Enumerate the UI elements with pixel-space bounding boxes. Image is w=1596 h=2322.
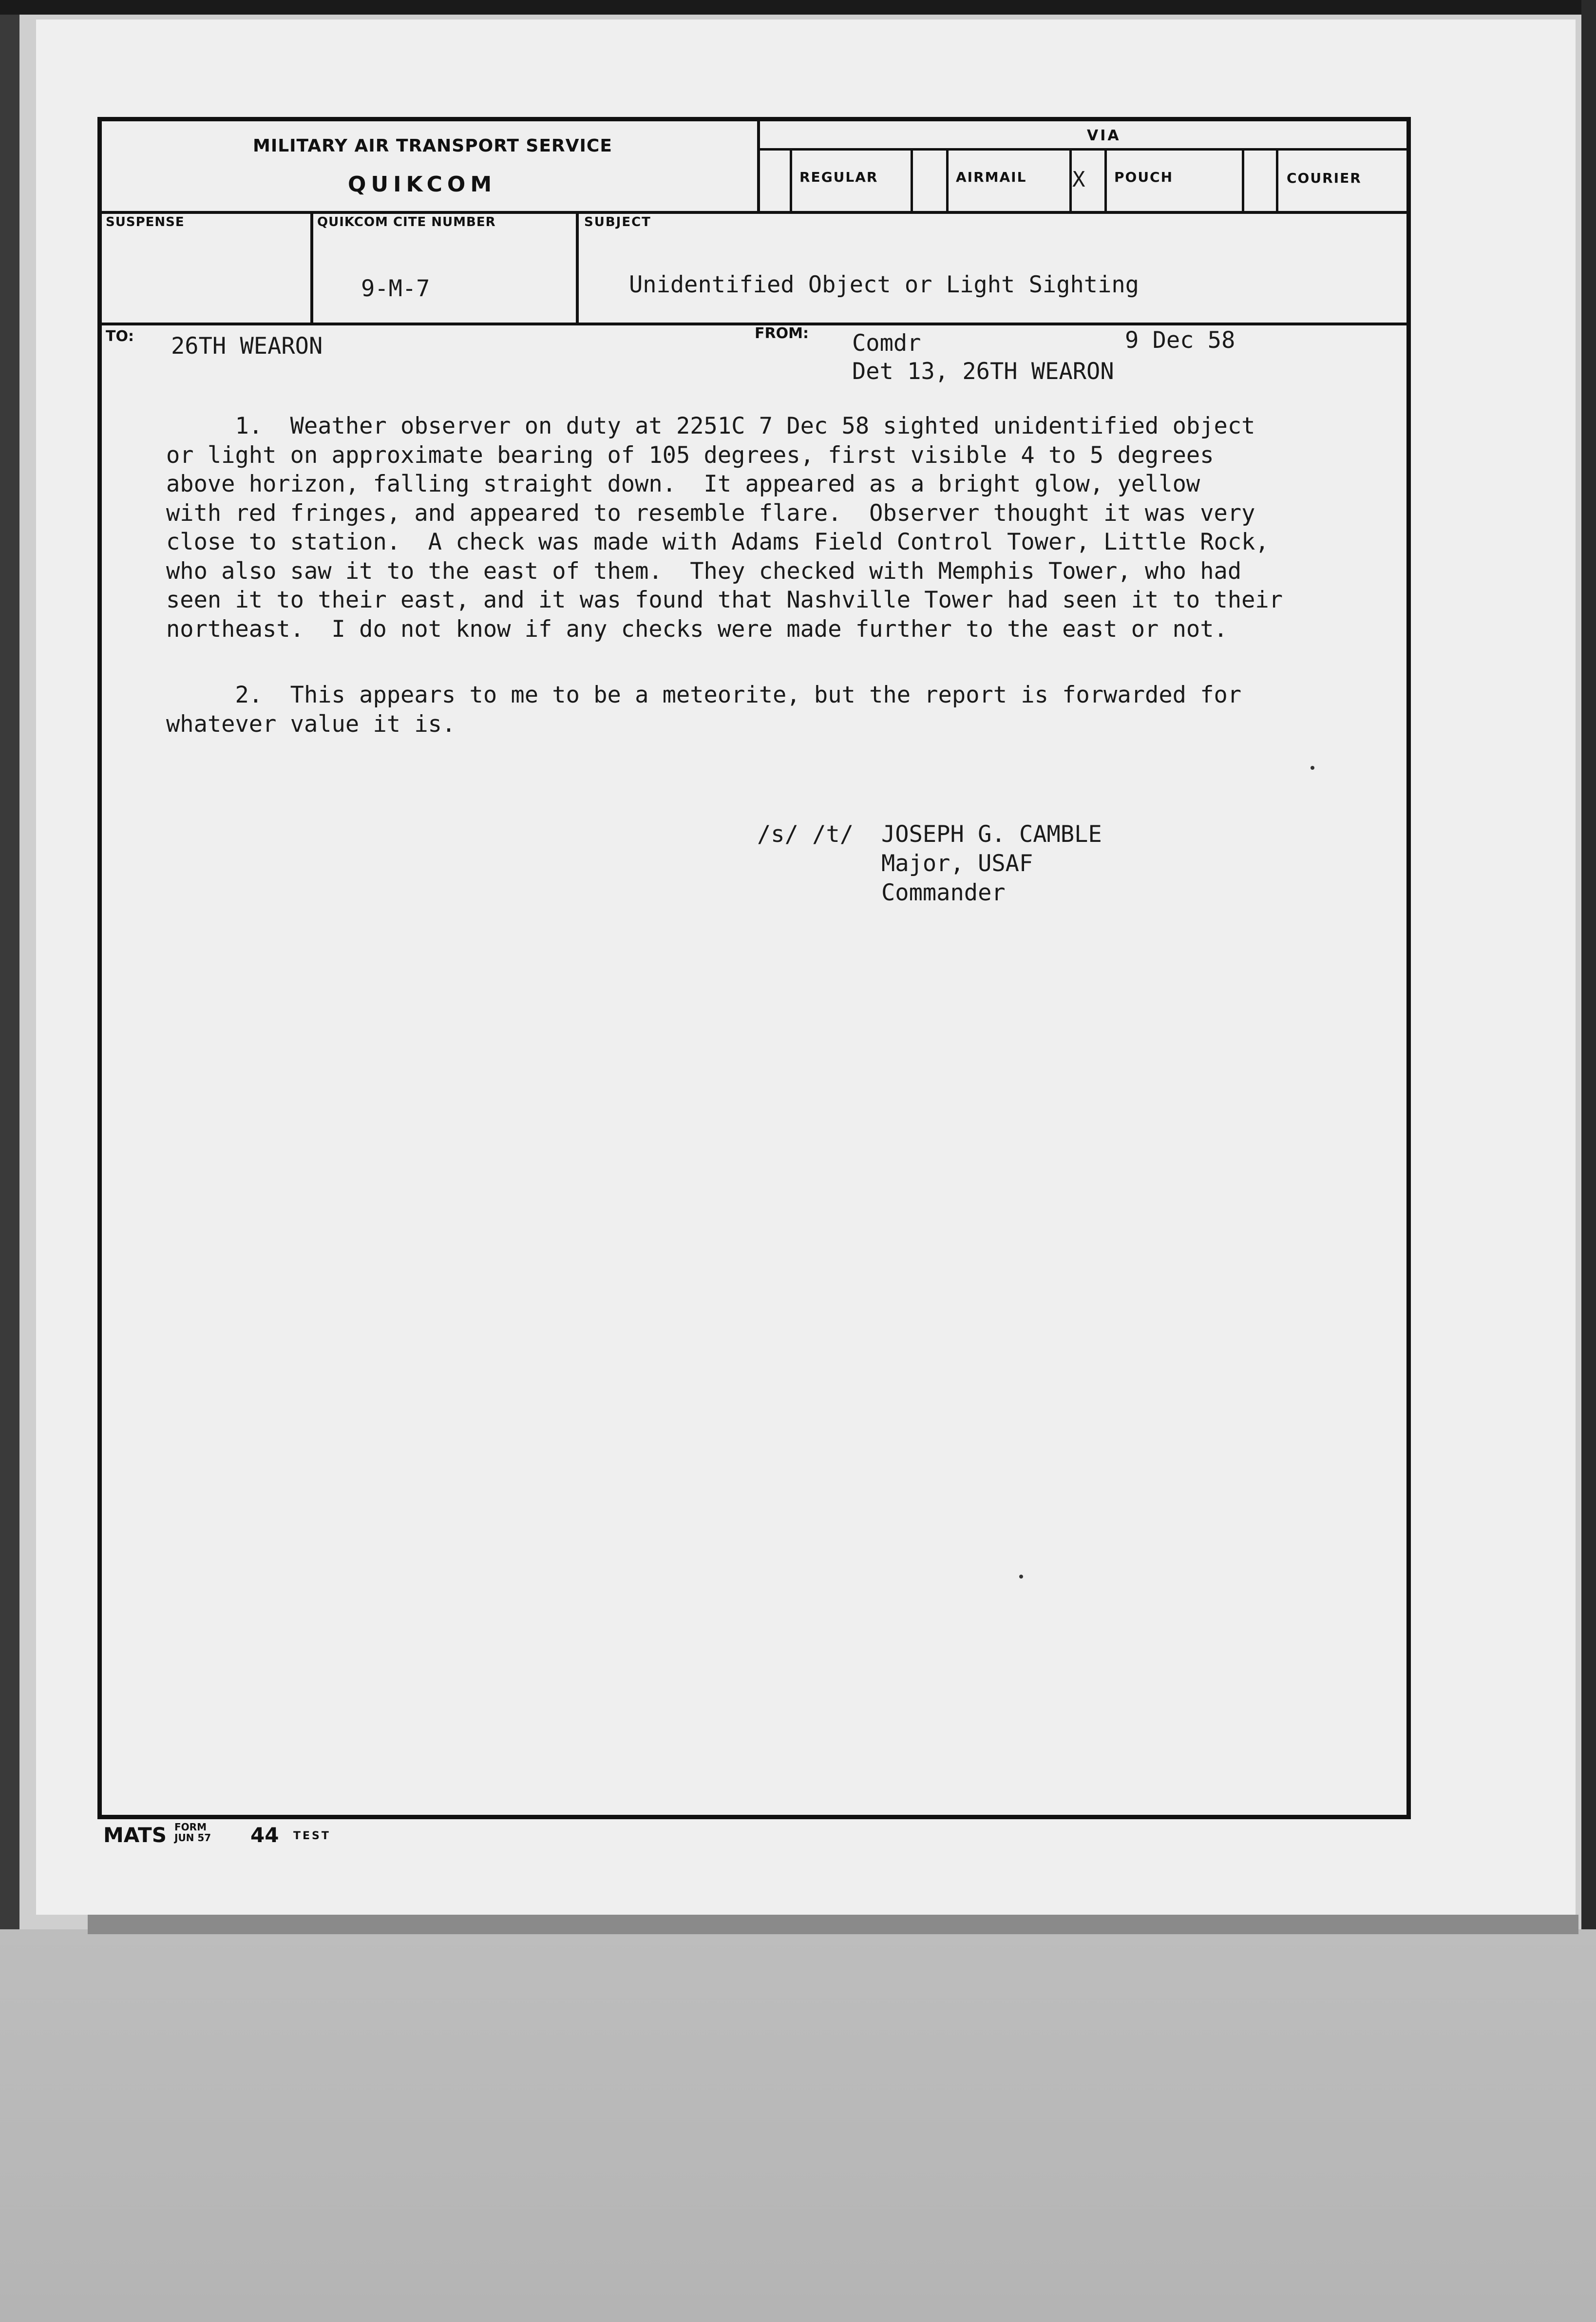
body-paragraph-1: 1. Weather observer on duty at 2251C 7 Dec 58 sighted unidentified object or light on approximate bearing of 105 degrees, first visible 4 to 5 degrees above horizon, falling straight down. It appeared as a bright glow, yellow with red fringes, and appeared to resemble flare. Observer thought it was very close to station. A check was made with Adams Field Control Tower, Little Rock, who also saw it to the east of them. They checked with Memphis Tower, who had seen it to their east, and it was found that Nashville Tower had seen it to their northeast. I do not know if any checks were made further to the east or not.	[166, 413, 1283, 643]
via-selected-mark: X	[1072, 167, 1085, 192]
suspense-label: SUSPENSE	[106, 215, 185, 229]
subject-label: SUBJECT	[584, 215, 651, 229]
via-divider	[1276, 148, 1278, 211]
film-lower-background	[0, 1929, 1596, 2322]
from-line2: Det 13, 26TH WEARON	[852, 358, 1114, 385]
film-edge-right	[1581, 0, 1596, 1929]
system-title: QUIKCOM	[348, 172, 497, 197]
signer-title: Commander	[881, 879, 1006, 906]
body-paragraph-2: 2. This appears to me to be a meteorite, but the report is forwarded for whatever value it is.	[166, 682, 1242, 738]
cite-subject-divider	[576, 211, 579, 325]
subject-bottom-rule	[102, 323, 1406, 325]
via-divider	[790, 148, 792, 211]
via-title: VIA	[1087, 127, 1121, 144]
via-divider	[1069, 148, 1072, 211]
film-edge-left	[0, 0, 19, 1929]
form-number: 44	[250, 1823, 279, 1847]
signer-rank: Major, USAF	[881, 850, 1033, 877]
agency-title: MILITARY AIR TRANSPORT SERVICE	[253, 136, 612, 156]
via-divider	[1104, 148, 1107, 211]
from-line1: Comdr	[852, 330, 921, 357]
via-divider	[911, 148, 913, 211]
quikcom-form	[97, 117, 1411, 1819]
sheet-shadow	[88, 1915, 1578, 1934]
signer-name: JOSEPH G. CAMBLE	[881, 821, 1102, 848]
header-bottom-rule	[102, 211, 1406, 214]
form-suffix: TEST	[293, 1830, 331, 1842]
film-edge-top	[0, 0, 1596, 15]
suspense-cite-divider	[310, 211, 313, 325]
via-divider	[1242, 148, 1244, 211]
to-label: TO:	[106, 328, 134, 345]
cite-number: 9-M-7	[361, 275, 430, 302]
dust-speck	[1019, 1575, 1023, 1579]
form-date: JUN 57	[174, 1832, 211, 1844]
from-date: 9 Dec 58	[1125, 327, 1235, 354]
via-divider	[946, 148, 949, 211]
form-word: FORM	[174, 1821, 207, 1833]
via-title-rule	[757, 148, 1406, 151]
dust-speck	[1311, 766, 1314, 770]
via-option-airmail[interactable]: AIRMAIL	[956, 169, 1027, 185]
cite-label: QUIKCOM CITE NUMBER	[317, 215, 496, 229]
via-option-pouch[interactable]: POUCH	[1114, 169, 1174, 185]
to-value: 26TH WEARON	[171, 333, 323, 360]
signature-marks: /s/ /t/	[757, 821, 854, 848]
via-option-courier[interactable]: COURIER	[1287, 170, 1362, 186]
form-prefix: MATS	[103, 1823, 167, 1847]
via-option-regular[interactable]: REGULAR	[799, 169, 878, 185]
agency-via-divider	[757, 121, 760, 211]
from-label: FROM:	[755, 325, 809, 342]
subject-text: Unidentified Object or Light Sighting	[629, 271, 1139, 298]
